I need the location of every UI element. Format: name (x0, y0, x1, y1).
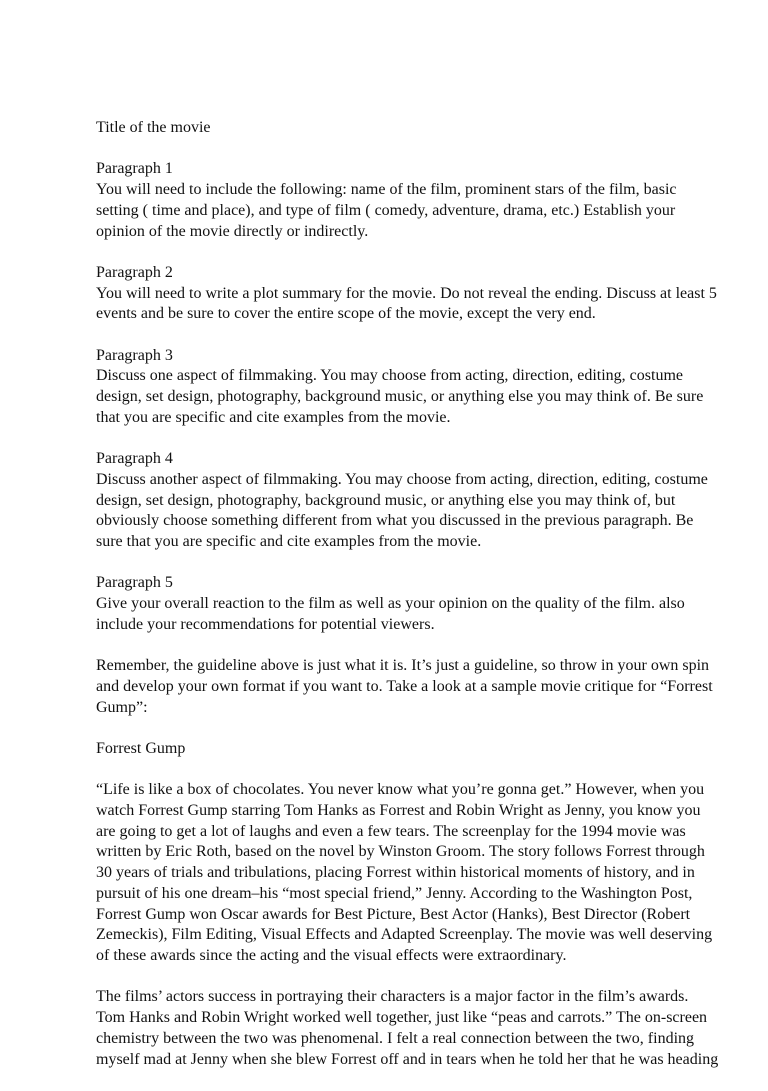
text-line: are going to get a lot of laughs and even a few tears. The screenplay for the 1994 movie was (96, 822, 686, 840)
guideline-note (96, 656, 716, 718)
text-line: chemistry between the two was phenomenal. I felt a real connection between the two, finding (96, 1029, 695, 1047)
text-line: design, set design, photography, background music, or anything else you may think of. Be sure (96, 388, 704, 406)
paragraph-2-instructions (96, 263, 716, 325)
sample-paragraph-1 (96, 780, 716, 966)
movie-title-placeholder (96, 118, 716, 139)
text-line: Tom Hanks and Robin Wright worked well together, just like “peas and carrots.” The on-screen (96, 1009, 708, 1027)
text-line: 30 years of trials and tribulations, placing Forrest within historical moments of history, and in (96, 864, 695, 882)
text-line: opinion of the movie directly or indirectly. (96, 222, 369, 240)
text-line: Paragraph 5 (96, 574, 173, 592)
text-line: pursuit of his one dream–his “most special friend,” Jenny. According to the Washington Post, (96, 884, 693, 902)
text-line: Forrest Gump (96, 739, 186, 757)
text-line: myself mad at Jenny when she blew Forrest off and in tears when he told her that he was heading (96, 1050, 719, 1068)
text-line: Paragraph 3 (96, 346, 173, 364)
text-line: events and be sure to cover the entire scope of the movie, except the very end. (96, 305, 596, 323)
text-line: Give your overall reaction to the film as well as your opinion on the quality of the film. also (96, 595, 685, 613)
text-line: You will need to write a plot summary for the movie. Do not reveal the ending. Discuss at least 5 (96, 284, 717, 302)
text-line: “Life is like a box of chocolates. You never know what you’re gonna get.” However, when you (96, 781, 705, 799)
text-line: You will need to include the following: name of the film, prominent stars of the film, basic (96, 181, 677, 199)
document-page (96, 118, 719, 1091)
text-line: Gump”: (96, 698, 148, 716)
paragraph-1-instructions (96, 159, 716, 242)
text-line: Paragraph 2 (96, 263, 173, 281)
text-line: and develop your own format if you want to. Take a look at a sample movie critique for “Forrest (96, 677, 713, 695)
text-line: Remember, the guideline above is just what it is. It’s just a guideline, so throw in your own spin (96, 657, 710, 675)
text-line: Paragraph 1 (96, 160, 173, 178)
text-line: setting ( time and place), and type of film ( comedy, adventure, drama, etc.) Establish your (96, 201, 676, 219)
text-line: Forrest Gump won Oscar awards for Best Picture, Best Actor (Hanks), Best Director (Robert (96, 905, 691, 923)
text-line: include your recommendations for potential viewers. (96, 615, 435, 633)
text-line: sure that you are specific and cite examples from the movie. (96, 533, 482, 550)
paragraph-4-instructions (96, 449, 716, 553)
paragraph-5-instructions (96, 573, 716, 635)
sample-title (96, 739, 716, 760)
sample-paragraph-2 (96, 987, 719, 1070)
text-line: written by Eric Roth, based on the novel by Winston Groom. The story follows Forrest through (96, 843, 705, 861)
text-line: Zemeckis), Film Editing, Visual Effects and Adapted Screenplay. The movie was well deserving (96, 926, 713, 944)
text-line: Title of the movie (96, 119, 211, 136)
text-line: of these awards since the acting and the visual effects were extraordinary. (96, 947, 567, 964)
text-line: Discuss one aspect of filmmaking. You may choose from acting, direction, editing, costume (96, 367, 683, 385)
text-line: Paragraph 4 (96, 450, 173, 468)
text-line: that you are specific and cite examples from the movie. (96, 408, 451, 426)
text-line: Discuss another aspect of filmmaking. You may choose from acting, direction, editing, costume (96, 470, 708, 488)
text-line: design, set design, photography, background music, or anything else you may think of, but (96, 491, 676, 509)
text-line: watch Forrest Gump starring Tom Hanks as Forrest and Robin Wright as Jenny, you know you (96, 802, 701, 820)
text-line: obviously choose something different from what you discussed in the previous paragraph. Be (96, 512, 694, 530)
text-line: The films’ actors success in portraying their characters is a major factor in the film’s awards. (96, 988, 689, 1006)
paragraph-3-instructions (96, 346, 716, 429)
